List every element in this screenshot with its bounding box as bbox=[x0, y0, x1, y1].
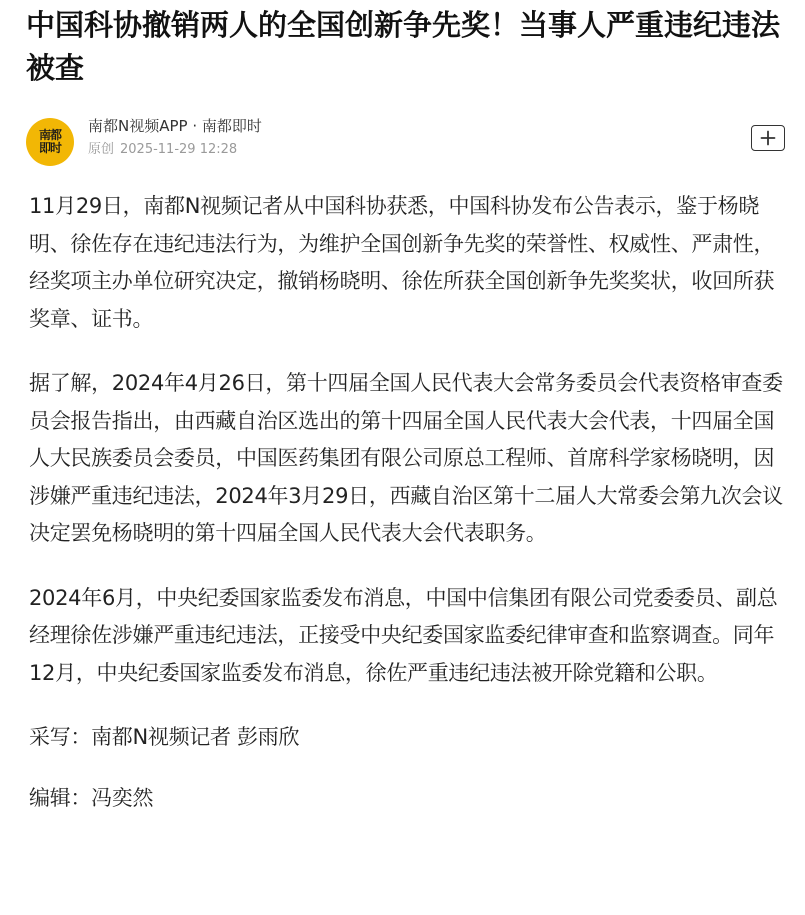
article-paragraph-2: 据了解，2024年4月26日，第十四届全国人民代表大会常务委员会代表资格审查委员会报告指出，由西藏自治区选出的第十四届全国人民代表大会代表，十四届全国人大民族委员会委员，中国医药集团有限公司原总工程师、首席科学家杨晓明，因涉嫌严重违纪违法，2024年3月29日，西藏自治区第十二届人大常委会第九次会议决定罢免杨晓明的第十四届全国人民代表大会代表职务。 bbox=[29, 371, 783, 545]
avatar-text-line1: 南都 bbox=[38, 128, 61, 142]
article-paragraph-1: 11月29日，南都N视频记者从中国科协获悉，中国科协发布公告表示，鉴于杨晓明、徐佐存在违纪违法行为，为维护全国创新争先奖的荣誉性、权威性、严肃性，经奖项主办单位研究决定，撤销杨晓明、徐佐所获全国创新争先奖奖状，收回所获奖章、证书。 bbox=[29, 194, 775, 331]
plus-icon bbox=[760, 130, 776, 146]
author-name[interactable]: 南都N视频APP · 南都即时 bbox=[88, 117, 262, 135]
editor-credit: 编辑：冯奕然 bbox=[29, 785, 154, 810]
reporter-credit: 采写：南都N视频记者 彭雨欣 bbox=[29, 725, 300, 749]
article-title: 中国科协撤销两人的全国创新争先奖！当事人严重违纪违法被查 bbox=[26, 8, 781, 85]
author-avatar[interactable] bbox=[26, 118, 74, 166]
publish-time: 2025-11-29 12:28 bbox=[120, 142, 238, 157]
original-tag: 原创 bbox=[88, 142, 115, 157]
article-paragraph-3: 2024年6月，中央纪委国家监委发布消息，中国中信集团有限公司党委委员、副总经理徐佐涉嫌严重违纪违法，正接受中央纪委国家监委纪律审查和监察调查。同年12月，中央纪委国家监委发布消息，徐佐严重违纪违法被开除党籍和公职。 bbox=[29, 585, 778, 685]
article-body bbox=[29, 188, 789, 840]
follow-button[interactable] bbox=[751, 125, 785, 151]
avatar-text-line2: 即时 bbox=[38, 141, 61, 155]
author-meta bbox=[88, 140, 237, 160]
author-bar bbox=[26, 113, 791, 169]
